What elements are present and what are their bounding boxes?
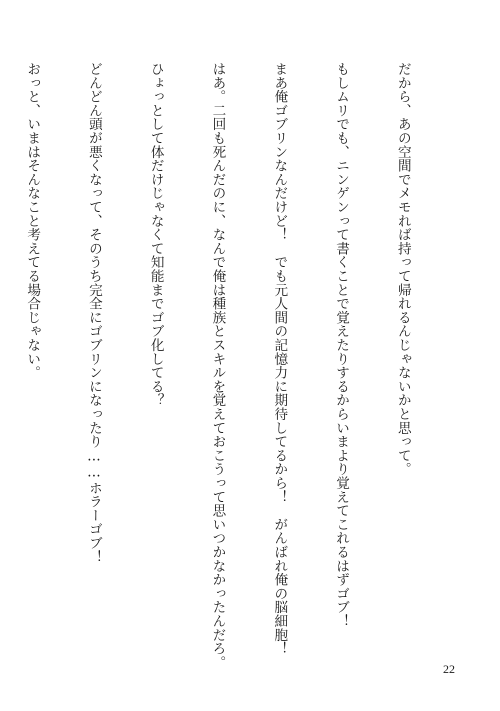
text-line: もしムリでも、ニンゲンって書くことで覚えたりするからいまより覚えてこれるはずゴブ！: [333, 62, 350, 628]
text-line: だから、あの空間でメモれば持って帰れるんじゃないかと思って。: [394, 62, 411, 476]
text-line: はあ。二回も死んだのに、なんで俺は種族とスキルを覚えておこうって思いつかなかったんだろ。: [209, 62, 226, 670]
text-line: どんどん頭が悪くなって、そのうち完全にゴブリンになったり……ホラーゴブ！: [85, 62, 102, 564]
text-line: おっと、いまはそんなこと考えてる場合じゃない。: [24, 62, 41, 380]
page-number: 22: [443, 662, 455, 676]
text-line: まあ俺ゴブリンなんだけど！ でも元人間の記憶力に期待してるから！ がんばれ俺の脳細胞！: [271, 62, 288, 656]
text-line: ひょっとして体だけじゃなくて知能までゴブ化してる？: [147, 62, 164, 407]
